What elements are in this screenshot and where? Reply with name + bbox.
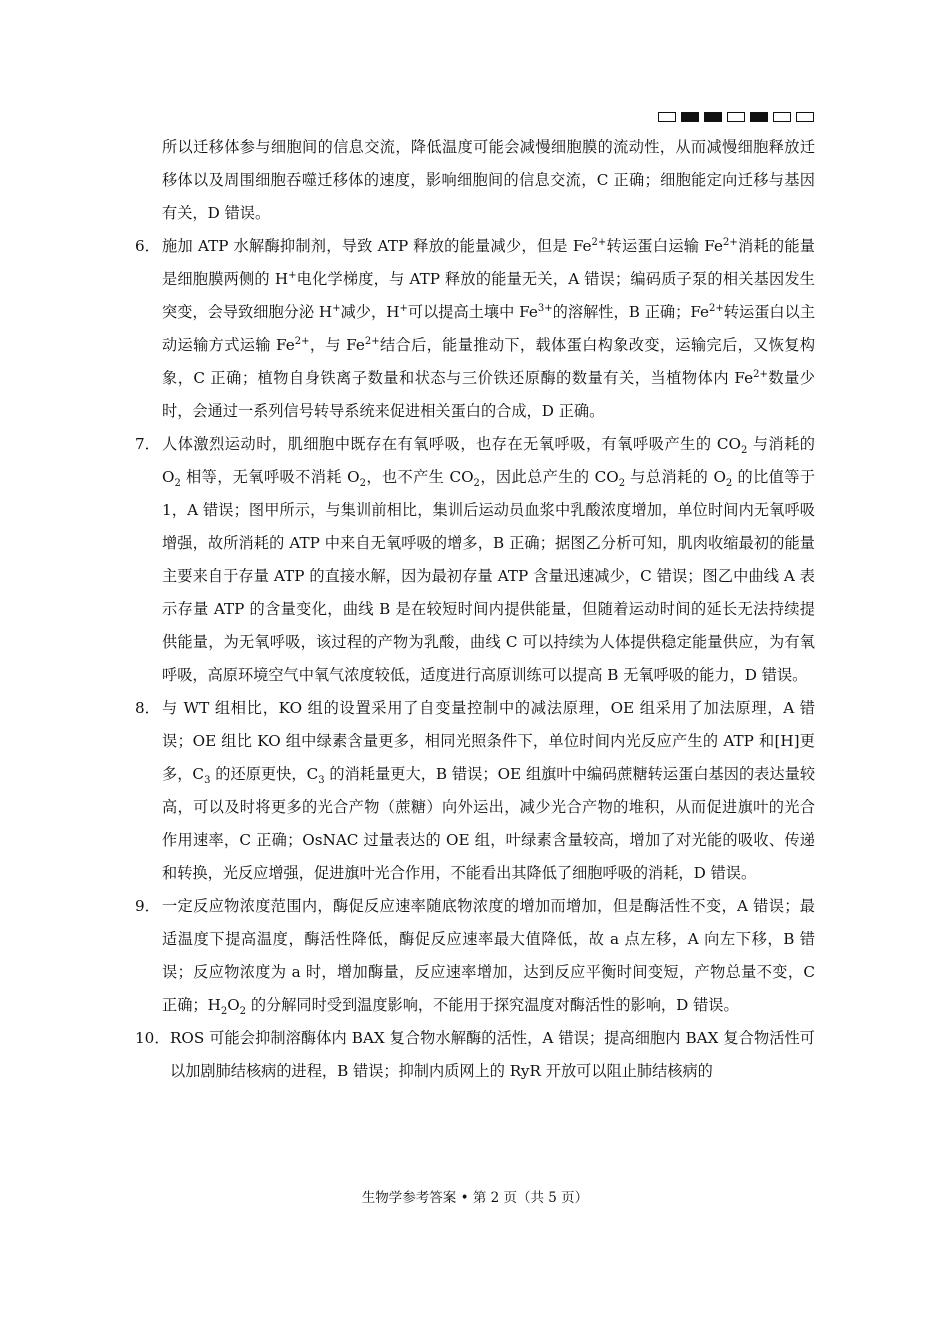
header-mark-empty xyxy=(796,112,814,122)
item-text: 一定反应物浓度范围内，酶促反应速率随底物浓度的增加而增加，但是酶活性不变，A 错误；最适温度下提高温度，酶活性降低，酶促反应速率最大值降低，故 a 点左移，A 向左下移，B 错误；反应物浓度为 a 时，增加酶量，反应速率增加，达到反应平衡时间变短，产物总量不变，C 正确；$H_2O_2$ 的分解同时受到温度影响，不能用于探究温度对酶活性的影响，D 错误。 xyxy=(162,897,815,1018)
item-number: 10． xyxy=(135,1029,170,1047)
header-mark-empty xyxy=(658,112,676,122)
answer-item-6 xyxy=(135,230,815,428)
header-mark-filled xyxy=(750,112,768,122)
item-number: 9． xyxy=(135,897,160,915)
item-number: 7． xyxy=(135,435,160,453)
answer-item-10 xyxy=(135,1022,815,1088)
page-footer: 生物学参考答案 • 第 2 页（共 5 页） xyxy=(361,1190,589,1206)
answer-item-7 xyxy=(135,428,815,692)
answer-content xyxy=(135,131,815,1088)
header-mark-filled xyxy=(681,112,699,122)
header-marks xyxy=(658,112,814,122)
item-text: 与 WT 组相比，KO 组的设置采用了自变量控制中的减法原理，OE 组采用了加法原理，A 错误；OE 组比 KO 组中绿素含量更多，相同光照条件下，单位时间内光反应产生的 ATP 和[H]更多，$C_3$ 的还原更快，$C_3$ 的消耗量更大，B 错误；OE 组旗叶中编码蔗糖转运蛋白基因的表达量较高，可以及时将更多的光合产物（蔗糖）向外运出，减少光合产物的堆积，从而促进旗叶的光合作用速率，C 正确；OsNAC 过量表达的 OE 组，叶绿素含量较高，增加了对光能的吸收、传递和转换，光反应增强，促进旗叶光合作用，不能看出其降低了细胞呼吸的消耗，D 错误。 xyxy=(162,699,816,882)
answer-5-continuation: 所以迁移体参与细胞间的信息交流，降低温度可能会减慢细胞膜的流动性，从而减慢细胞释放迁移体以及周围细胞吞噬迁移体的速度，影响细胞间的信息交流，C 正确；细胞能定向迁移与基因有关，D 错误。 xyxy=(162,138,815,222)
header-mark-filled xyxy=(704,112,722,122)
item-text: 施加 ATP 水解酶抑制剂，导致 ATP 释放的能量减少，但是 $Fe^{2+}$转运蛋白运输 $Fe^{2+}$消耗的能量是细胞膜两侧的 H+电化学梯度，与 ATP 释放的能量无关，A 错误；编码质子泵的相关基因发生突变，会导致细胞分泌 H+减少，H+可以提高土壤中 $Fe^{3+}$的溶解性，B 正确；$Fe^{2+}$转运蛋白以主动运输方式运输 $Fe^{2+}$，与 $Fe^{2+}$结合后，能量推动下，载体蛋白构象改变，运输完后，又恢复构象，C 正确；植物自身铁离子数量和状态与三价铁还原酶的数量有关，当植物体内 $Fe^{2+}$数量少时，会通过一系列信号转导系统来促进相关蛋白的合成，D 正确。 xyxy=(162,236,816,420)
answer-item-9 xyxy=(135,890,815,1022)
header-mark-empty xyxy=(773,112,791,122)
item-text: ROS 可能会抑制溶酶体内 BAX 复合物水解酶的活性，A 错误；提高细胞内 BAX 复合物活性可以加剧肺结核病的进程，B 错误；抑制内质网上的 RyR 开放可以阻止肺结核病的 xyxy=(170,1029,815,1080)
answer-item-8 xyxy=(135,692,815,890)
header-mark-empty xyxy=(727,112,745,122)
item-text: 人体激烈运动时，肌细胞中既存在有氧呼吸，也存在无氧呼吸，有氧呼吸产生的 $CO_2$ 与消耗的 $O_2$ 相等，无氧呼吸不消耗 $O_2$，也不产生 $CO_2$，因此总产生的 $CO_2$ 与总消耗的 $O_2$ 的比值等于 1，A 错误；图甲所示，与集训前相比，集训后运动员血浆中乳酸浓度增加，单位时间内无氧呼吸增强，故所消耗的 ATP 中来自无氧呼吸的增多，B 正确；据图乙分析可知，肌肉收缩最初的能量主要来自于存量 ATP 的直接水解，因为最初存量 ATP 含量迅速减少，C 错误；图乙中曲线 A 表示存量 ATP 的含量变化，曲线 B 是在较短时间内提供能量，但随着运动时间的延长无法持续提供能量，为无氧呼吸，该过程的产物为乳酸，曲线 C 可以持续为人体提供稳定能量供应，为有氧呼吸，高原环境空气中氧气浓度较低，适度进行高原训练可以提高 B 无氧呼吸的能力，D 错误。 xyxy=(162,435,816,684)
item-number: 6． xyxy=(135,237,160,255)
item-number: 8． xyxy=(135,699,160,717)
